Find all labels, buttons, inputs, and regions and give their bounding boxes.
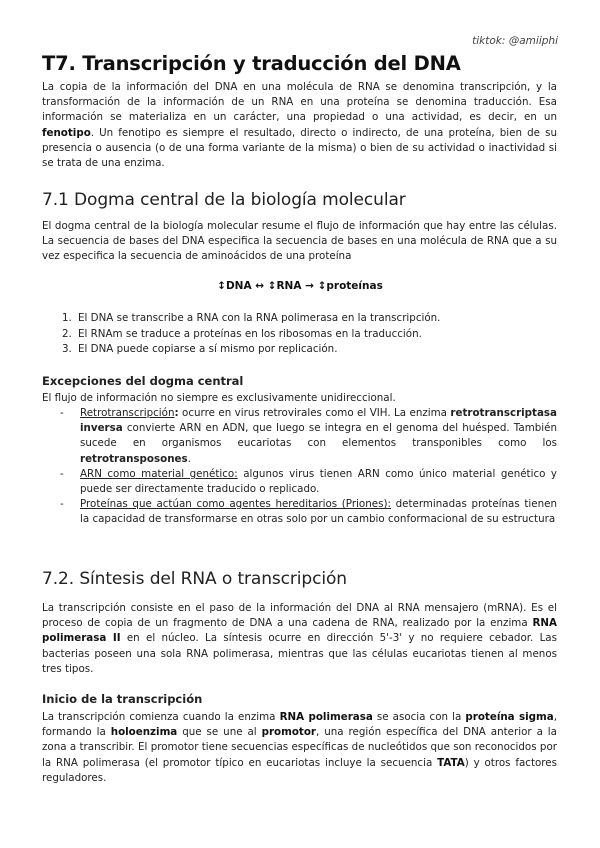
list-item: - Retrotranscripción: ocurre en virus retrovirales como el VIH. La enzima retrotranscriptasa inversa convierte ARN en ADN, que luego se integra en el genoma del huésped. También sucede en organismos eucariotas con elementos transponibles como los retrotransposones. (60, 407, 557, 465)
list-item-number: 2. (62, 327, 72, 340)
list-item-number: 3. (62, 343, 72, 355)
exceptions-list (60, 406, 557, 528)
intro-text-a: La copia de la información del DNA en una molécula de RNA se denomina transcripción, y la transformación de la información de un RNA en una proteína se denomina traducción. Esa información se materializa en un carácter, una propiedad o una actividad, es decir, en un (42, 81, 557, 124)
dogma-steps-list (62, 311, 542, 358)
term-proteina-sigma: proteína sigma (465, 711, 554, 723)
list-item-text: El RNAm se traduce a proteínas en los ribosomas en la traducción. (78, 327, 422, 340)
section-7-1-heading: 7.1 Dogma central de la biología molecular (42, 190, 406, 210)
list-item (62, 311, 542, 327)
transcription-paragraph: La transcripción consiste en el paso de la información del DNA al RNA mensajero (mRNA). Es el proceso de copia de un fragmento de DNA a una cadena de RNA, realizado por la enzima RNA polimerasa II en el núcleo. La síntesis ocurre en dirección 5'-3' y no requiere cebador. Las bacterias poseen una sola RNA polimerasa, mientras que las células eucariotas tienen al menos tres tipos. (42, 602, 557, 675)
term-rna-polimerasa-ii: RNA polimerasa II (42, 617, 557, 645)
list-item-number: 1. (62, 312, 72, 324)
list-item-text: El DNA puede copiarse a sí mismo por replicación. (78, 343, 338, 355)
term-priones: Proteínas que actúan como agentes hereditarios (Priones): (80, 498, 391, 511)
term-arn-material: ARN como material genético: (80, 467, 238, 480)
list-item-text: El DNA se transcribe a RNA con la RNA polimerasa en la transcripción. (78, 312, 441, 324)
term-retrotranscripcion: Retrotranscripción (80, 407, 175, 419)
intro-text-b: . Un fenotipo es siempre el resultado, directo o indirecto, de una proteína, bien de su presencia o ausencia (o de una forma variante de la misma) o bien de su actividad o inactividad si se trata de una enzima. (42, 126, 557, 170)
initiation-heading: Inicio de la transcripción (42, 692, 203, 706)
term-promotor: promotor (261, 726, 317, 739)
tiktok-credit: tiktok: @amiiphi (472, 35, 558, 47)
term-retrotranscriptasa: retrotranscriptasa inversa (80, 407, 557, 435)
term-tata: TATA (437, 756, 465, 769)
list-item: - Proteínas que actúan como agentes hereditarios (Priones): determinadas proteínas tienen la capacidad de transformarse en otras solo por un cambio conformacional de su estructura (60, 498, 557, 526)
section-7-2-heading: 7.2. Síntesis del RNA o transcripción (42, 569, 347, 589)
exceptions-intro: El flujo de información no siempre es exclusivamente unidireccional. (42, 392, 396, 404)
exceptions-heading: Excepciones del dogma central (42, 374, 244, 388)
term-fenotipo: fenotipo (42, 126, 91, 139)
term-holoenzima: holoenzima (110, 726, 178, 739)
list-item (62, 327, 542, 343)
term-retrotransposones: retrotransposones (80, 452, 188, 465)
intro-paragraph (42, 80, 557, 171)
list-item: - ARN como material genético: algunos virus tienen ARN como único material genético y puede ser directamente traducido o replicado. (60, 467, 557, 496)
list-item (62, 342, 542, 358)
term-rna-polimerasa: RNA polimerasa (279, 711, 373, 723)
initiation-paragraph: La transcripción comienza cuando la enzima RNA polimerasa se asocia con la proteína sigma, formando la holoenzima que se une al promotor, una región específica del DNA anterior a la zona a transcribir. El promotor tiene secuencias específicas de nucleótidos que son reconocidos por la RNA polimerasa (el promotor típico en eucariotas incluye la secuencia TATA) y otros factores reguladores. (42, 711, 558, 784)
dogma-paragraph: El dogma central de la biología molecular resume el flujo de información que hay entre las células. La secuencia de bases del DNA especifica la secuencia de bases en una molécula de RNA que a su vez especifica la secuencia de aminoácidos de una proteína (42, 220, 557, 263)
page-title: T7. Transcripción y traducción del DNA (42, 52, 461, 75)
dogma-formula: ↕DNA ↔ ↕RNA → ↕proteínas (217, 280, 383, 292)
